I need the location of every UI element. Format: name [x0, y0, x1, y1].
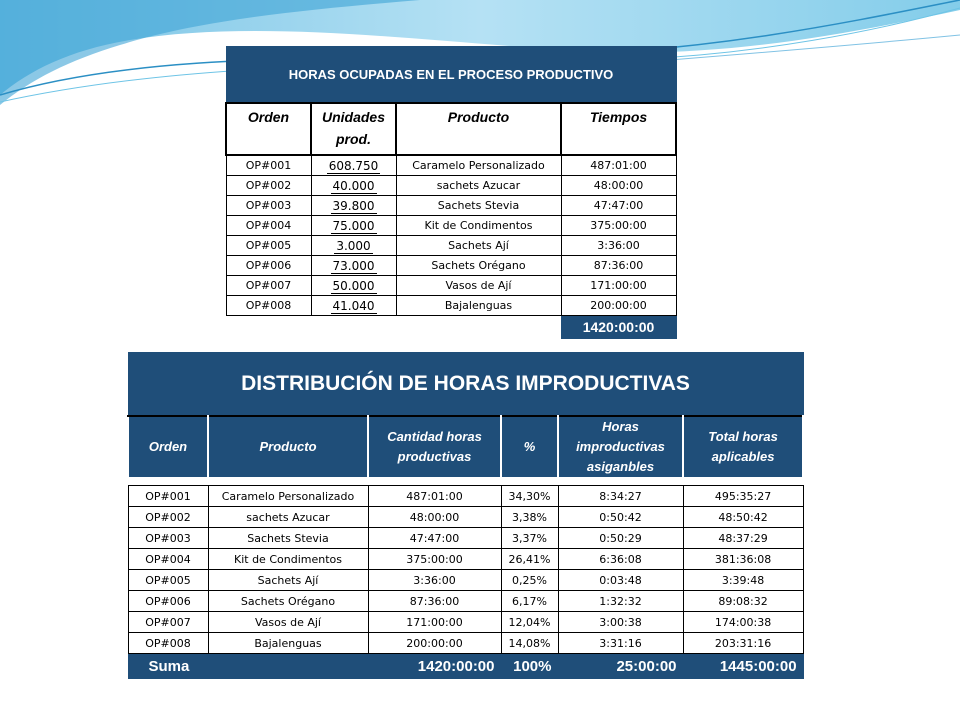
table1-cell-orden: OP#004 — [226, 216, 311, 236]
table2-cell-improductivas: 0:03:48 — [558, 570, 683, 591]
table2-cell-orden: OP#006 — [128, 591, 208, 612]
table2-cell-improductivas: 3:31:16 — [558, 633, 683, 654]
table2-cell-producto: sachets Azucar — [208, 507, 368, 528]
table2-cell-porcentaje: 3,37% — [501, 528, 558, 549]
table1-cell-orden: OP#002 — [226, 176, 311, 196]
table2-row — [128, 570, 803, 591]
table2-row — [128, 591, 803, 612]
table2-cell-cantidad: 200:00:00 — [368, 633, 501, 654]
table2-cell-orden: OP#008 — [128, 633, 208, 654]
table2-suma-pct: 100% — [501, 654, 558, 679]
table2-cell-total: 48:50:42 — [683, 507, 803, 528]
table2-header-gap — [128, 478, 803, 486]
table1-cell-tiempo: 171:00:00 — [561, 276, 676, 296]
table1-row — [226, 236, 676, 256]
table2-header-improductivas: Horas improductivas asiganbles — [558, 416, 683, 478]
table1-cell-unidades — [311, 296, 396, 316]
table2-cell-porcentaje: 3,38% — [501, 507, 558, 528]
table2-cell-total: 3:39:48 — [683, 570, 803, 591]
table2-cell-improductivas: 0:50:42 — [558, 507, 683, 528]
table2-cell-improductivas: 8:34:27 — [558, 486, 683, 507]
table2-cell-improductivas: 6:36:08 — [558, 549, 683, 570]
table2-cell-producto: Bajalenguas — [208, 633, 368, 654]
table2-header-porcentaje: % — [501, 416, 558, 478]
table1-cell-tiempo: 47:47:00 — [561, 196, 676, 216]
table1-row — [226, 216, 676, 236]
table1-title: HORAS OCUPADAS EN EL PROCESO PRODUCTIVO — [226, 47, 676, 104]
table2-suma-row — [128, 654, 803, 679]
table1-cell-unidades-value: 41.040 — [332, 298, 375, 313]
table2-row — [128, 633, 803, 654]
table1-cell-tiempo: 3:36:00 — [561, 236, 676, 256]
table2-cell-porcentaje: 26,41% — [501, 549, 558, 570]
table2-cell-total: 495:35:27 — [683, 486, 803, 507]
table1-cell-tiempo: 48:00:00 — [561, 176, 676, 196]
table1-cell-unidades-value: 50.000 — [332, 278, 375, 293]
table1-cell-producto: Caramelo Personalizado — [396, 155, 561, 176]
table1-cell-unidades — [311, 155, 396, 176]
table1-row — [226, 256, 676, 276]
table2-header-cantidad: Cantidad horas productivas — [368, 416, 501, 478]
table2-suma-productivas: 1420:00:00 — [368, 654, 501, 679]
table1-header-unidades: Unidades prod. — [311, 103, 396, 155]
table1-cell-tiempo: 487:01:00 — [561, 155, 676, 176]
table2-cell-total: 48:37:29 — [683, 528, 803, 549]
table2-cell-producto: Caramelo Personalizado — [208, 486, 368, 507]
table1-cell-producto: sachets Azucar — [396, 176, 561, 196]
table2-cell-orden: OP#005 — [128, 570, 208, 591]
table2-row — [128, 528, 803, 549]
table2-suma-label: Suma — [128, 654, 368, 679]
table2-cell-orden: OP#007 — [128, 612, 208, 633]
table1-header-orden: Orden — [226, 103, 311, 155]
table2-row — [128, 549, 803, 570]
table1-cell-tiempo: 87:36:00 — [561, 256, 676, 276]
table2-cell-total: 203:31:16 — [683, 633, 803, 654]
table2-row — [128, 486, 803, 507]
table1-cell-orden: OP#003 — [226, 196, 311, 216]
table2-cell-producto: Sachets Ají — [208, 570, 368, 591]
table1-header-tiempos: Tiempos — [561, 103, 676, 155]
table1-cell-orden: OP#005 — [226, 236, 311, 256]
table1-header-row — [226, 103, 676, 155]
table1-cell-producto: Sachets Ají — [396, 236, 561, 256]
table2-row — [128, 507, 803, 528]
table1-cell-orden: OP#007 — [226, 276, 311, 296]
table2-cell-porcentaje: 14,08% — [501, 633, 558, 654]
table1-row — [226, 296, 676, 316]
table2-cell-porcentaje: 34,30% — [501, 486, 558, 507]
table2-cell-orden: OP#004 — [128, 549, 208, 570]
table2-cell-total: 174:00:38 — [683, 612, 803, 633]
table1-cell-unidades — [311, 236, 396, 256]
table1-row — [226, 276, 676, 296]
table1-cell-producto: Vasos de Ají — [396, 276, 561, 296]
table1-cell-producto: Sachets Stevia — [396, 196, 561, 216]
table1-cell-tiempo: 375:00:00 — [561, 216, 676, 236]
table1-row — [226, 176, 676, 196]
hours-occupied-table — [225, 46, 677, 339]
table1-row — [226, 196, 676, 216]
table2-cell-cantidad: 3:36:00 — [368, 570, 501, 591]
table2-cell-cantidad: 48:00:00 — [368, 507, 501, 528]
table2-cell-cantidad: 375:00:00 — [368, 549, 501, 570]
table2-cell-cantidad: 171:00:00 — [368, 612, 501, 633]
table2-suma-improductivas: 25:00:00 — [558, 654, 683, 679]
table2-cell-producto: Sachets Stevia — [208, 528, 368, 549]
table2-row — [128, 612, 803, 633]
table2-cell-porcentaje: 12,04% — [501, 612, 558, 633]
table2-cell-cantidad: 47:47:00 — [368, 528, 501, 549]
table2-cell-porcentaje: 0,25% — [501, 570, 558, 591]
table1-cell-unidades — [311, 176, 396, 196]
table2-cell-orden: OP#002 — [128, 507, 208, 528]
table2-cell-improductivas: 3:00:38 — [558, 612, 683, 633]
table2-cell-total: 381:36:08 — [683, 549, 803, 570]
table1-total-row — [226, 316, 676, 339]
table1-cell-unidades-value: 73.000 — [332, 258, 375, 273]
table1-cell-tiempo: 200:00:00 — [561, 296, 676, 316]
table2-header-total: Total horas aplicables — [683, 416, 803, 478]
table2-header-producto: Producto — [208, 416, 368, 478]
table2-header-row — [128, 416, 803, 478]
table2-cell-total: 89:08:32 — [683, 591, 803, 612]
table2-cell-orden: OP#003 — [128, 528, 208, 549]
table2-cell-improductivas: 1:32:32 — [558, 591, 683, 612]
table1-cell-orden: OP#008 — [226, 296, 311, 316]
table1-cell-producto: Bajalenguas — [396, 296, 561, 316]
table2-cell-producto: Kit de Condimentos — [208, 549, 368, 570]
unproductive-hours-table — [127, 352, 804, 679]
table1-cell-unidades — [311, 256, 396, 276]
table2-cell-producto: Vasos de Ají — [208, 612, 368, 633]
table1-total-spacer — [226, 316, 561, 339]
table2-title: DISTRIBUCIÓN DE HORAS IMPRODUCTIVAS — [128, 353, 803, 417]
table1-header-producto: Producto — [396, 103, 561, 155]
table2-cell-improductivas: 0:50:29 — [558, 528, 683, 549]
table1-cell-unidades-value: 608.750 — [328, 158, 379, 173]
table1-cell-orden: OP#001 — [226, 155, 311, 176]
table2-cell-orden: OP#001 — [128, 486, 208, 507]
table1-cell-unidades-value: 40.000 — [332, 178, 375, 193]
table2-cell-cantidad: 487:01:00 — [368, 486, 501, 507]
table1-cell-unidades-value: 3.000 — [336, 238, 371, 253]
table1-cell-unidades-value: 39.800 — [332, 198, 375, 213]
table1-row — [226, 155, 676, 176]
table1-cell-orden: OP#006 — [226, 256, 311, 276]
table1-cell-producto: Sachets Orégano — [396, 256, 561, 276]
table2-cell-producto: Sachets Orégano — [208, 591, 368, 612]
table2-suma-total: 1445:00:00 — [683, 654, 803, 679]
table1-cell-unidades-value: 75.000 — [332, 218, 375, 233]
table1-cell-unidades — [311, 216, 396, 236]
table1-cell-producto: Kit de Condimentos — [396, 216, 561, 236]
table1-total-value: 1420:00:00 — [561, 316, 676, 339]
table2-cell-cantidad: 87:36:00 — [368, 591, 501, 612]
table2-cell-porcentaje: 6,17% — [501, 591, 558, 612]
table1-cell-unidades — [311, 276, 396, 296]
table2-header-orden: Orden — [128, 416, 208, 478]
table1-cell-unidades — [311, 196, 396, 216]
